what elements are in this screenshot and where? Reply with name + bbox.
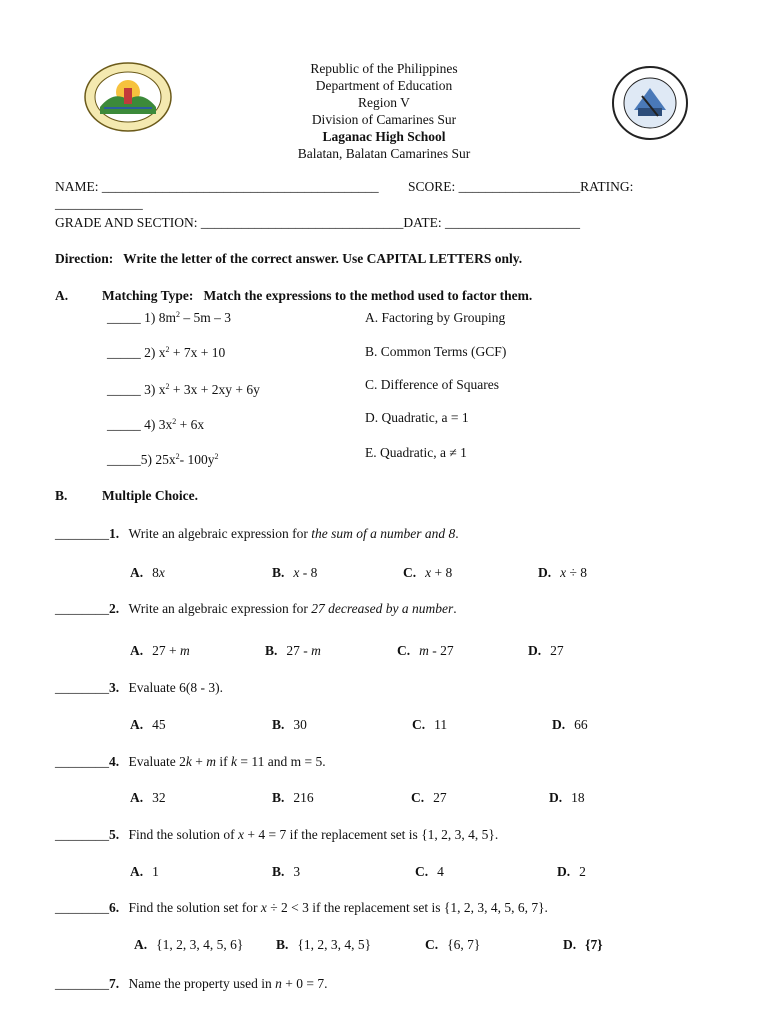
answer-option bbox=[415, 864, 444, 880]
part-b-letter: B. bbox=[55, 488, 68, 503]
option-letter: D. bbox=[528, 643, 542, 658]
option-text: 27 - m bbox=[286, 643, 321, 658]
answer-blank[interactable]: ________ bbox=[55, 754, 109, 769]
answer-blank[interactable]: ________ bbox=[55, 900, 109, 915]
answer-option bbox=[403, 565, 452, 581]
option-letter: D. bbox=[552, 717, 566, 732]
option-text: 27 + m bbox=[152, 643, 190, 658]
answer-option bbox=[563, 937, 603, 953]
answer-option bbox=[397, 643, 454, 659]
question-text: Write an algebraic expression for 27 decreased by a number. bbox=[128, 601, 457, 616]
option-text: {6, 7} bbox=[447, 937, 481, 952]
option-letter: C. bbox=[412, 717, 426, 732]
answer-option bbox=[130, 565, 165, 581]
question-text: Name the property used in n + 0 = 7. bbox=[128, 976, 328, 991]
matching-item bbox=[107, 310, 231, 326]
option-letter: A. bbox=[130, 565, 144, 580]
question-number: 3. bbox=[109, 680, 123, 695]
question-row bbox=[55, 526, 459, 542]
question-text: Find the solution of x + 4 = 7 if the replacement set is {1, 2, 3, 4, 5}. bbox=[128, 827, 499, 842]
question-text: Evaluate 2k + m if k = 11 and m = 5. bbox=[128, 754, 326, 769]
answer-option bbox=[549, 790, 585, 806]
matching-item bbox=[107, 345, 225, 361]
rating-field-continuation: _____________ bbox=[55, 196, 143, 211]
option-text: x ÷ 8 bbox=[560, 565, 588, 580]
question-row bbox=[55, 680, 223, 696]
matching-choice: C. Difference of Squares bbox=[365, 377, 499, 392]
answer-option bbox=[134, 937, 243, 953]
option-letter: C. bbox=[425, 937, 439, 952]
school-address: Balatan, Balatan Camarines Sur bbox=[297, 146, 471, 161]
option-letter: A. bbox=[130, 864, 144, 879]
header-line-region: Region V bbox=[358, 95, 410, 110]
part-a-instruction: Match the expressions to the method used to factor them. bbox=[203, 288, 533, 303]
matching-choice: E. Quadratic, a ≠ 1 bbox=[365, 445, 467, 460]
answer-blank[interactable]: ________ bbox=[55, 601, 109, 616]
option-letter: A. bbox=[134, 937, 148, 952]
answer-option bbox=[272, 864, 300, 880]
question-row bbox=[55, 900, 548, 916]
option-text: 2 bbox=[579, 864, 586, 879]
option-letter: A. bbox=[130, 717, 144, 732]
answer-option bbox=[265, 643, 321, 659]
question-number: 1. bbox=[109, 526, 123, 541]
answer-option bbox=[412, 717, 447, 733]
answer-option bbox=[528, 643, 564, 659]
answer-option bbox=[552, 717, 588, 733]
option-letter: B. bbox=[272, 717, 285, 732]
answer-option bbox=[272, 717, 307, 733]
part-b-title: Multiple Choice. bbox=[102, 488, 198, 503]
question-row bbox=[55, 976, 327, 992]
part-a-letter: A. bbox=[55, 288, 69, 303]
question-row bbox=[55, 754, 326, 770]
item-number: 4) bbox=[140, 417, 159, 432]
answer-blank[interactable]: ________ bbox=[55, 827, 109, 842]
answer-option bbox=[130, 790, 166, 806]
option-text: x - 8 bbox=[293, 565, 318, 580]
part-a-heading bbox=[102, 288, 532, 304]
answer-option bbox=[538, 565, 587, 581]
question-text: Find the solution set for x ÷ 2 < 3 if the replacement set is {1, 2, 3, 4, 5, 6, 7}. bbox=[128, 900, 548, 915]
answer-option bbox=[557, 864, 586, 880]
answer-blank[interactable]: _____ bbox=[107, 310, 141, 325]
answer-option bbox=[272, 565, 317, 581]
option-letter: C. bbox=[415, 864, 429, 879]
option-text: 66 bbox=[574, 717, 588, 732]
option-text: 11 bbox=[434, 717, 448, 732]
option-text: 27 bbox=[550, 643, 564, 658]
direction-line bbox=[55, 251, 522, 267]
option-text: 32 bbox=[152, 790, 166, 805]
option-text: 30 bbox=[293, 717, 307, 732]
header-line-deped: Department of Education bbox=[315, 78, 453, 93]
answer-option bbox=[425, 937, 480, 953]
item-number: 2) bbox=[140, 345, 159, 360]
option-letter: C. bbox=[411, 790, 425, 805]
answer-blank[interactable]: _____ bbox=[107, 382, 141, 397]
score-rating-field: SCORE: __________________RATING: bbox=[408, 179, 634, 194]
answer-blank[interactable]: ________ bbox=[55, 680, 109, 695]
option-letter: B. bbox=[276, 937, 289, 952]
answer-blank[interactable]: ________ bbox=[55, 976, 109, 991]
answer-option bbox=[130, 717, 166, 733]
item-expression: $3x^2 + 6x$ bbox=[158, 417, 205, 432]
option-letter: D. bbox=[557, 864, 571, 879]
item-expression: $8m^2 - 5m - 3$ bbox=[158, 310, 232, 325]
answer-option bbox=[411, 790, 447, 806]
item-expression: $x^2 + 7x + 10$ bbox=[158, 345, 226, 360]
matching-item bbox=[107, 417, 204, 433]
matching-choice: D. Quadratic, a = 1 bbox=[365, 410, 469, 425]
item-number: 3) bbox=[140, 382, 159, 397]
option-letter: C. bbox=[397, 643, 411, 658]
matching-item bbox=[107, 452, 219, 468]
option-letter: D. bbox=[549, 790, 563, 805]
answer-blank[interactable]: ________ bbox=[55, 526, 109, 541]
matching-choice: A. Factoring by Grouping bbox=[365, 310, 506, 325]
option-letter: D. bbox=[538, 565, 552, 580]
option-letter: D. bbox=[563, 937, 577, 952]
item-number: 5) bbox=[140, 452, 156, 467]
option-text: 3 bbox=[293, 864, 301, 879]
item-number: 1) bbox=[140, 310, 159, 325]
header-line-division: Division of Camarines Sur bbox=[311, 112, 457, 127]
question-number: 7. bbox=[109, 976, 123, 991]
option-text: 216 bbox=[293, 790, 314, 805]
option-text: {1, 2, 3, 4, 5, 6} bbox=[156, 937, 244, 952]
option-text: 4 bbox=[437, 864, 444, 879]
answer-option bbox=[130, 864, 159, 880]
option-text: {7} bbox=[585, 937, 603, 952]
option-text: x + 8 bbox=[425, 565, 453, 580]
option-letter: B. bbox=[272, 790, 285, 805]
option-letter: A. bbox=[130, 790, 144, 805]
answer-option bbox=[272, 790, 314, 806]
question-row bbox=[55, 827, 498, 843]
option-text: 45 bbox=[152, 717, 166, 732]
option-text: 27 bbox=[433, 790, 447, 805]
answer-blank[interactable]: _____ bbox=[107, 452, 141, 467]
option-text: 1 bbox=[152, 864, 159, 879]
direction-text: Write the letter of the correct answer. Use CAPITAL LETTERS only. bbox=[123, 251, 523, 266]
item-expression: $x^2 + 3x + 2xy + 6y$ bbox=[158, 382, 260, 397]
question-row bbox=[55, 601, 457, 617]
grade-date-field: GRADE AND SECTION: ______________________________DATE: ____________________ bbox=[55, 215, 580, 230]
question-number: 4. bbox=[109, 754, 123, 769]
matching-item bbox=[107, 382, 260, 398]
item-expression: $25x^2-$ $100y^2$ bbox=[155, 452, 219, 467]
option-text: 18 bbox=[571, 790, 585, 805]
option-letter: A. bbox=[130, 643, 144, 658]
question-number: 2. bbox=[109, 601, 123, 616]
option-letter: B. bbox=[265, 643, 278, 658]
answer-blank[interactable]: _____ bbox=[107, 345, 141, 360]
school-name: Laganac High School bbox=[322, 129, 446, 144]
answer-option bbox=[276, 937, 371, 953]
part-a-title: Matching Type: bbox=[102, 288, 194, 303]
option-text: {1, 2, 3, 4, 5} bbox=[297, 937, 372, 952]
header-line-republic: Republic of the Philippines bbox=[310, 61, 458, 76]
question-text: Evaluate 6(8 - 3). bbox=[128, 680, 223, 695]
answer-option bbox=[130, 643, 190, 659]
option-letter: C. bbox=[403, 565, 417, 580]
option-text: m - 27 bbox=[419, 643, 454, 658]
option-letter: B. bbox=[272, 864, 285, 879]
answer-blank[interactable]: _____ bbox=[107, 417, 141, 432]
question-text: Write an algebraic expression for the sum of a number and 8. bbox=[128, 526, 459, 541]
name-field: NAME: _________________________________________ bbox=[55, 179, 379, 194]
matching-choice: B. Common Terms (GCF) bbox=[365, 344, 507, 359]
direction-label: Direction: bbox=[55, 251, 114, 266]
option-text: 8x bbox=[152, 565, 165, 580]
option-letter: B. bbox=[272, 565, 285, 580]
question-number: 5. bbox=[109, 827, 123, 842]
question-number: 6. bbox=[109, 900, 123, 915]
